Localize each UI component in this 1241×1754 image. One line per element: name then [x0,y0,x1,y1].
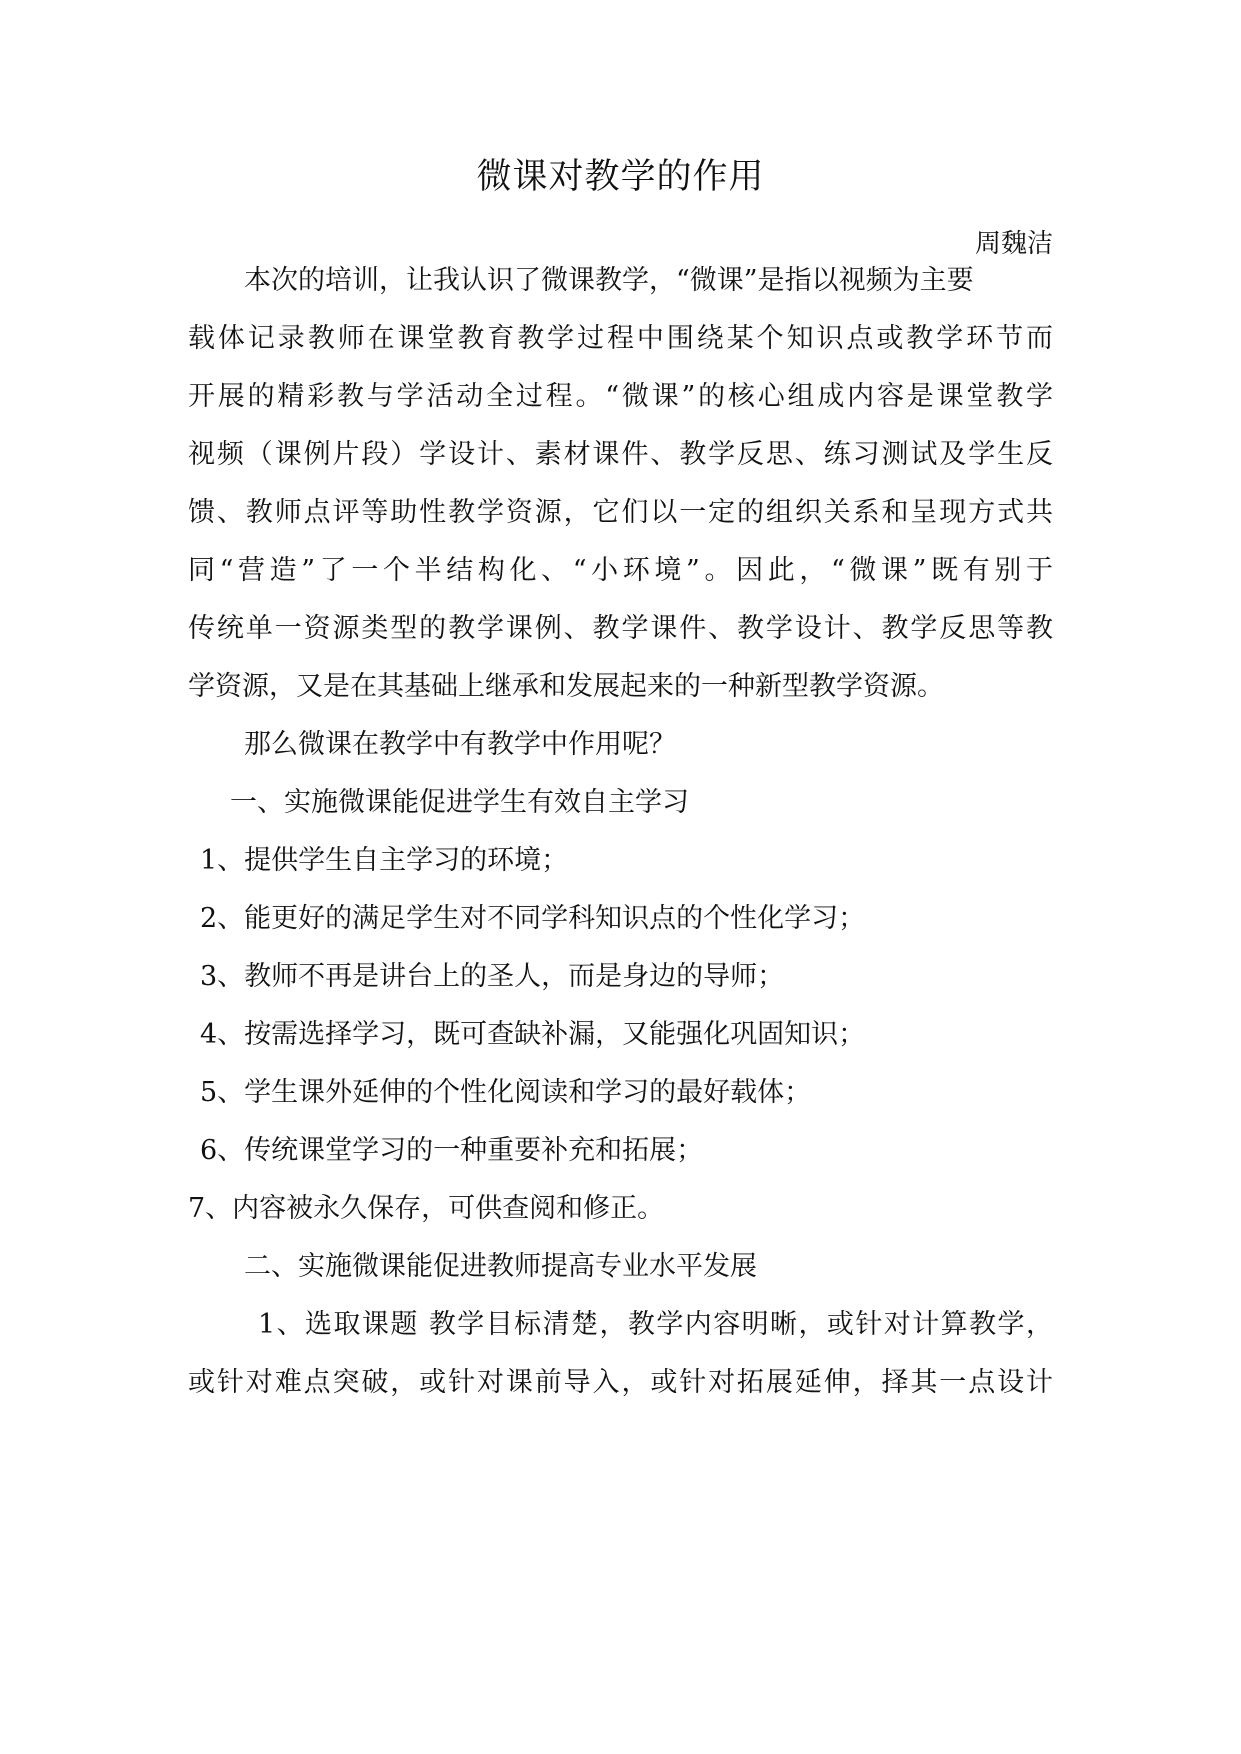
intro-line-5: 馈、教师点评等助性教学资源，它们以一定的组织关系和呈现方式共 [188,497,1053,528]
intro-line-7: 传统单一资源类型的教学课例、教学课件、教学设计、教学反思等教 [188,613,1053,644]
document-author: 周魏洁 [974,229,1053,259]
section2-heading: 二、实施微课能促进教师提高专业水平发展 [244,1251,757,1282]
question-line: 那么微课在教学中有教学中作用呢？ [244,729,676,760]
intro-line-6: 同“营造”了一个半结构化、“小环境”。因此，“微课”既有别于 [188,555,1053,586]
section1-item-5: 5、学生课外延伸的个性化阅读和学习的最好载体； [200,1077,812,1108]
intro-line-1: 本次的培训，让我认识了微课教学，“微课”是指以视频为主要 [244,265,974,296]
document-title: 微课对教学的作用 [476,157,765,197]
section1-item-2: 2、能更好的满足学生对不同学科知识点的个性化学习； [200,903,866,934]
section1-heading: 一、实施微课能促进学生有效自主学习 [230,787,689,818]
intro-line-3: 开展的精彩教与学活动全过程。“微课”的核心组成内容是课堂教学 [188,381,1053,412]
section1-item-1: 1、提供学生自主学习的环境； [200,845,569,876]
section2-point1-line-2: 或针对难点突破，或针对课前导入，或针对拓展延伸，择其一点设计 [188,1367,1053,1398]
section1-item-4: 4、按需选择学习，既可查缺补漏，又能强化巩固知识； [200,1019,866,1050]
section1-item-3: 3、教师不再是讲台上的圣人，而是身边的导师； [200,961,785,992]
intro-line-2: 载体记录教师在课堂教育教学过程中围绕某个知识点或教学环节而 [188,323,1053,354]
intro-line-4: 视频（课例片段）学设计、素材课件、教学反思、练习测试及学生反 [188,439,1053,470]
section2-point1-line-1: 1、选取课题 教学目标清楚，教学内容明晰，或针对计算教学， [258,1309,1053,1340]
section1-item-6: 6、传统课堂学习的一种重要补充和拓展； [200,1135,704,1166]
intro-line-8: 学资源，又是在其基础上继承和发展起来的一种新型教学资源。 [188,671,944,702]
section1-item-7: 7、内容被永久保存，可供查阅和修正。 [188,1193,665,1224]
